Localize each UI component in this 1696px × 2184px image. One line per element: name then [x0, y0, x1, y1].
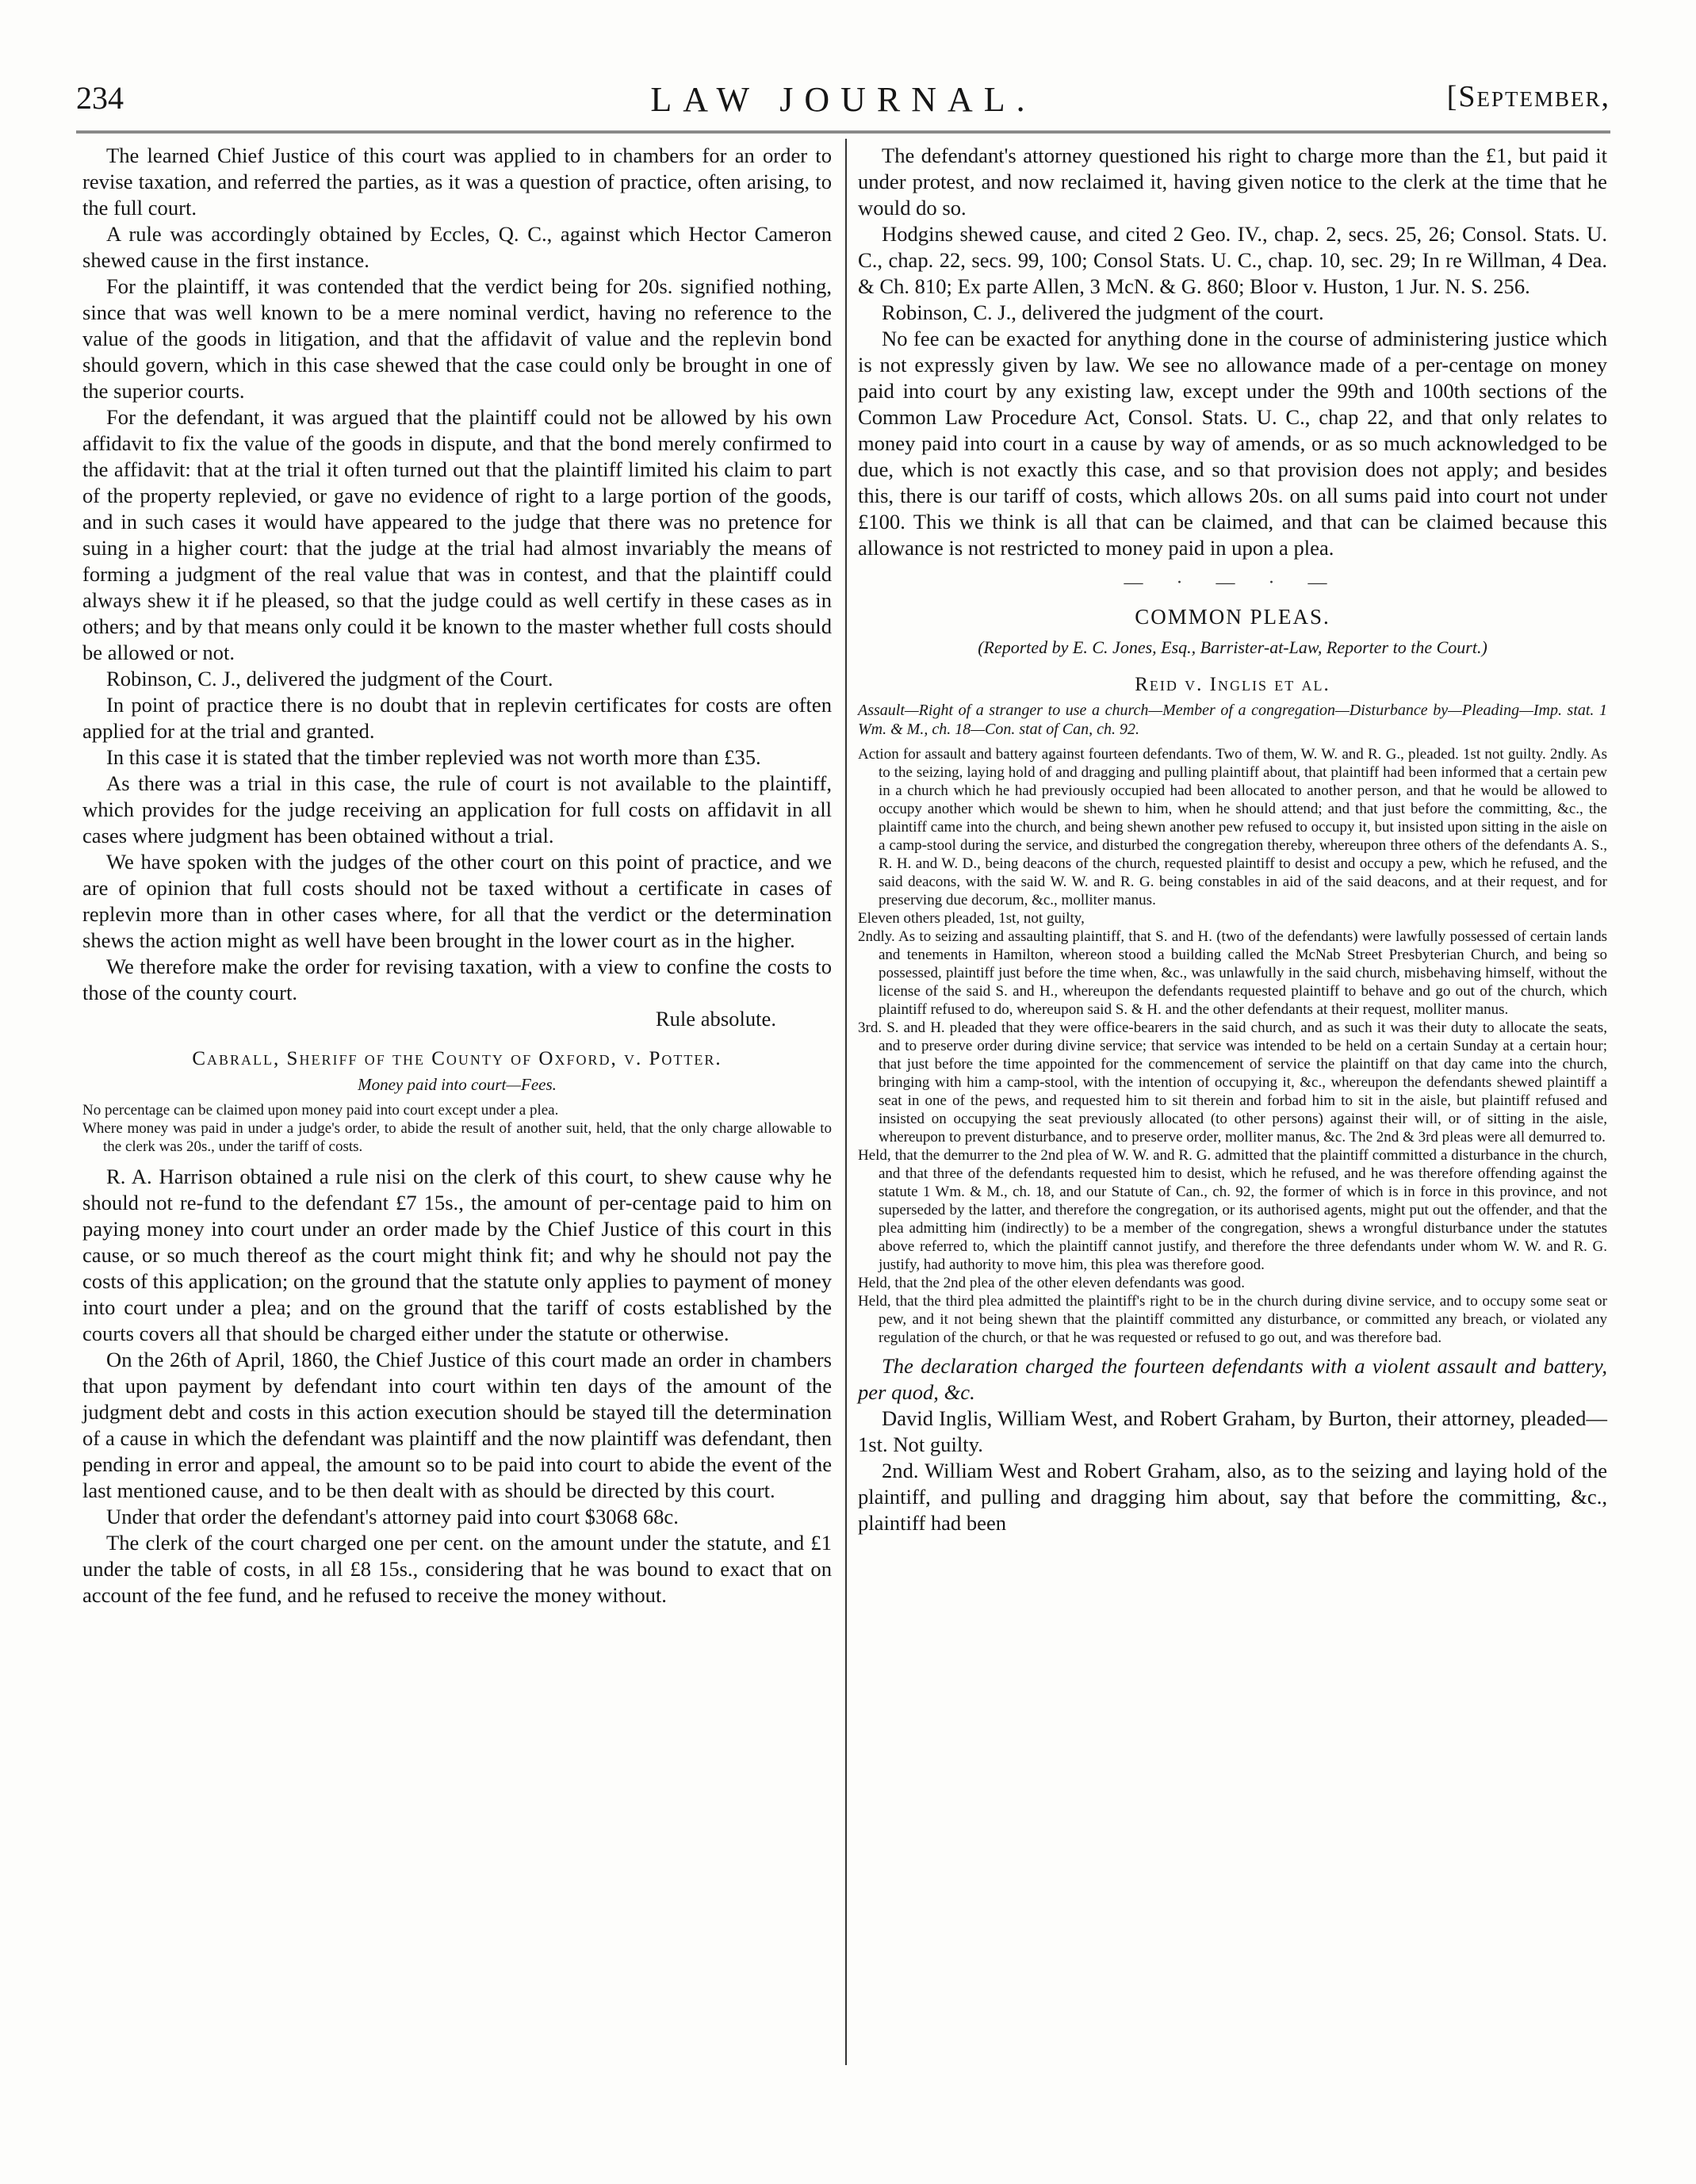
- summary-paragraph: 3rd. S. and H. pleaded that they were office-bearers in the said church, and as such it was their duty to allocate the seats, and to preserve order during divine service; that service was intended to be held on a certain Sunday at a certain hour; that just before the time appointed for the commencement of service the plaintiff on that day came into the church, bringing with him a camp-stool, with the intention of occupying it, &c., whereupon the defendants shewed plaintiff a seat in one of the pews, and requested him to sit therein and forbad him to sit in the aisle, but plaintiff refused and insisted on occupying the seat previously allocated (to other persons) against their will, or of sitting in the aisle, whereupon to prevent disturbance, and to preserve order, molliter manus, &c. The 2nd & 3rd pleas were all demurred to.: [858, 1019, 1607, 1146]
- paragraph: The clerk of the court charged one per cent. on the amount under the statute, and £1 under the table of costs, in all £8 15s., considering that he was bound to exact that on account of the fee fund, and he refused to receive the money without.: [82, 1531, 832, 1607]
- paragraph: No fee can be exacted for anything done in the course of administering justice which is not expressly given by law. We see no allowance made of a per-centage on money paid into court by any existing law, except under the 99th and 100th sections of the Common Law Procedure Act, Consol. Stats. U. C., chap 22, and that only relates to money paid into court in a cause by way of amends, or as so much acknowledged to be due, which is not exactly this case, and so that provision does not apply; and besides this, there is our tariff of costs, which allows 20s. on all sums paid into court not under £100. This we think is all that can be claimed, and that can be claimed because this allowance is not restricted to money paid in upon a plea.: [858, 327, 1607, 560]
- page-header: [76, 79, 1610, 135]
- paragraph: The declaration charged the fourteen defendants with a violent assault and battery, per quod, &c.: [858, 1354, 1607, 1404]
- summary-paragraph: Held, that the 2nd plea of the other eleven defendants was good.: [858, 1275, 1246, 1291]
- rule-absolute: Rule absolute.: [655, 1007, 776, 1031]
- paragraph: The defendant's attorney questioned his right to charge more than the £1, but paid it under protest, and now reclaimed it, having given notice to the clerk at the time that he would do so.: [858, 143, 1607, 220]
- paragraph: A rule was accordingly obtained by Eccles, Q. C., against which Hector Cameron shewed cause in the first instance.: [82, 222, 832, 272]
- right-column: [858, 143, 1607, 1536]
- paragraph: For the defendant, it was argued that the plaintiff could not be allowed by his own affidavit to fix the value of the goods in dispute, and that the bond merely confirmed to the affidavit: that at the trial it often turned out that the plaintiff limited his claim to part of the property replevied, or gave no evidence of right to a large portion of the goods, and in such cases it would have appeared to the judge that there was no pretence for suing in a higher court: that the judge at the trial had almost invariably the means of forming a judgment of the real value that was in contest, and that the plaintiff could always shew it if he pleased, so that the judge could as well certify in these cases as in others; and by that means only could it be known to the master whether full costs should be allowed or not.: [82, 405, 832, 664]
- summary-paragraph: Eleven others pleaded, 1st, not guilty,: [858, 910, 1085, 927]
- paragraph: David Inglis, William West, and Robert Graham, by Burton, their attorney, pleaded—1st. Not guilty.: [858, 1406, 1607, 1456]
- case-subtitle: Money paid into court—Fees.: [358, 1075, 557, 1094]
- paragraph: For the plaintiff, it was contended that the verdict being for 20s. signified nothing, since that was well known to be a mere nominal verdict, having no reference to the value of the goods in litigation, and that the affidavit of value and the replevin bond should govern, which in this case shewed that the case could only be brought in one of the superior courts.: [82, 274, 832, 403]
- left-column: [82, 143, 832, 1608]
- paragraph: Robinson, C. J., delivered the judgment of the Court.: [106, 667, 553, 690]
- paragraph: As there was a trial in this case, the rule of court is not available to the plaintiff, which provides for the judge receiving an application for full costs on affidavit in all cases where judgment has been obtained without a trial.: [82, 771, 832, 847]
- paragraph: Robinson, C. J., delivered the judgment of the court.: [882, 300, 1324, 324]
- summary-paragraph: Action for assault and battery against fourteen defendants. Two of them, W. W. and R. G., pleaded. 1st not guilty. 2ndly. As to the seizing, laying hold of and dragging and pulling plaintiff about, that plaintiff had been informed that a certain pew in a church which he had previously occupied had been allocated to another person, and that he would be allowed to occupy another which would be shewn to him, when he should attend; and that just before the committing, &c., the plaintiff came into the church, and being shewn another pew refused to occupy it, but insisted upon sitting in the aisle on a camp-stool during the service, and disturbed the congregation thereby, whereupon three others of the defendants A. S., R. H. and W. D., being deacons of the church, requested plaintiff to desist and occupy a pew, which he refused, and the said deacons, with the said W. W. and R. G. being constables in aid of the said deacons, and at their request, and for preserving due decorum, &c., molliter manus.: [858, 746, 1607, 908]
- summary-paragraph: Held, that the third plea admitted the plaintiff's right to be in the church during divine service, and to occupy some seat or pew, and it not being shewn that the plaintiff committed any disturbance, or committed any breach, or violated any regulation of the church, or that he was requested or refused to go out, and was therefore bad.: [858, 1293, 1607, 1346]
- section-divider: — · — · —: [1124, 572, 1342, 593]
- header-rule: [76, 131, 1610, 136]
- summary-paragraph: 2ndly. As to seizing and assaulting plaintiff, that S. and H. (two of the defendants) were lawfully possessed of certain lands and tenements in Hamilton, whereon stood a building called the McNab Street Presbyterian Church, and being so possessed, plaintiff just before the time when, &c., was unlawfully in the said church, misbehaving himself, without the license of the said S. and H., whereupon the defendants requested plaintiff to behave and go out of the church, which plaintiff refused to do, whereupon said S. & H. and the other defendants at their request, molliter manus.: [858, 928, 1607, 1018]
- summary-paragraph: Held, that the demurrer to the 2nd plea of W. W. and R. G. admitted that the plaintiff committed a disturbance in the church, and that three of the defendants requested him to desist, which he refused, and he was therefore offending against the statute 1 Wm. & M., ch. 18, and our Statute of Can., ch. 92, the former of which is in force in this province, and not superseded by the latter, and therefore the congregation, or its authorised agents, might put out the offender, and that the plea admitting him (indirectly) to be a member of the congregation, shews a wrongful disturbance under the statutes above referred to, which the plaintiff cannot justify, and therefore the three defendants under whom W. W. and R. G. justify, had authority to move him, this plea was therefore good.: [858, 1147, 1607, 1273]
- paragraph: We therefore make the order for revising taxation, with a view to confine the costs to those of the county court.: [82, 954, 832, 1004]
- case-title: Cabrall, Sheriff of the County of Oxford, v. Potter.: [192, 1048, 722, 1069]
- paragraph: Hodgins shewed cause, and cited 2 Geo. IV., chap. 2, secs. 25, 26; Consol. Stats. U. C., chap. 22, secs. 99, 100; Consol Stats. U. C., chap. 10, sec. 29; In re Willman, 4 Dea. & Ch. 810; Ex parte Allen, 3 McN. & G. 860; Bloor v. Huston, 1 Jur. N. S. 256.: [858, 222, 1607, 298]
- paragraph: In point of practice there is no doubt that in replevin certificates for costs are often applied for at the trial and granted.: [82, 693, 832, 743]
- paragraph: 2nd. William West and Robert Graham, also, as to the seizing and laying hold of the plaintiff, and pulling and dragging him about, say that before the committing, &c., plaintiff had been: [858, 1459, 1607, 1535]
- column-separator: [845, 139, 847, 2065]
- case-title: Reid v. Inglis et al.: [1135, 674, 1330, 695]
- paragraph: On the 26th of April, 1860, the Chief Justice of this court made an order in chambers that upon payment by defendant into court within ten days of the amount of the judgment debt and costs in this action execution should be stayed till the determination of a cause in which the defendant was plaintiff and the now plaintiff was defendant, then pending in error and appeal, the amount so to be paid into court to abide the event of the last mentioned cause, and to be then dealt with as should be directed by this court.: [82, 1348, 832, 1502]
- paragraph: The learned Chief Justice of this court was applied to in chambers for an order to revise taxation, and referred the parties, as it was a question of practice, often arising, to the full court.: [82, 143, 832, 220]
- header-month: [September,: [1446, 80, 1610, 113]
- headnote: Assault—Right of a stranger to use a church—Member of a congregation—Disturbance by—Pleading—Imp. stat. 1 Wm. & M., ch. 18—Con. stat of Can, ch. 92.: [858, 702, 1607, 738]
- page-number: 234: [76, 80, 124, 116]
- section-title: COMMON PLEAS.: [1135, 605, 1330, 629]
- paragraph: In this case it is stated that the timber replevied was not worth more than £35.: [106, 745, 761, 769]
- journal-title: LAW JOURNAL.: [650, 80, 1036, 119]
- reporter-line: (Reported by E. C. Jones, Esq., Barrister-at-Law, Reporter to the Court.): [978, 637, 1487, 657]
- paragraph: Under that order the defendant's attorney paid into court $3068 68c.: [106, 1505, 679, 1528]
- paragraph: R. A. Harrison obtained a rule nisi on the clerk of this court, to shew cause why he should not re-fund to the defendant £7 15s., the amount of per-centage paid to him on paying money into court under an order made by the Chief Justice of this court in this cause, or so much thereof as the court might think fit; and why he should not pay the costs of this application; on the ground that the statute only applies to payment of money into court under a plea; and on the ground that the tariff of costs established by the courts covers all that should be charged either under the statute or otherwise.: [82, 1165, 832, 1345]
- paragraph: We have spoken with the judges of the other court on this point of practice, and we are of opinion that full costs should not be taxed without a certificate in cases of replevin more than in other cases where, for all that the verdict or the determination shews the action might as well have been brought in the lower court as in the higher.: [82, 850, 832, 952]
- headnote: No percentage can be claimed upon money paid into court except under a plea.: [82, 1102, 559, 1119]
- headnote: Where money was paid in under a judge's order, to abide the result of another suit, held, that the only charge allowable to the clerk was 20s., under the tariff of costs.: [82, 1120, 832, 1155]
